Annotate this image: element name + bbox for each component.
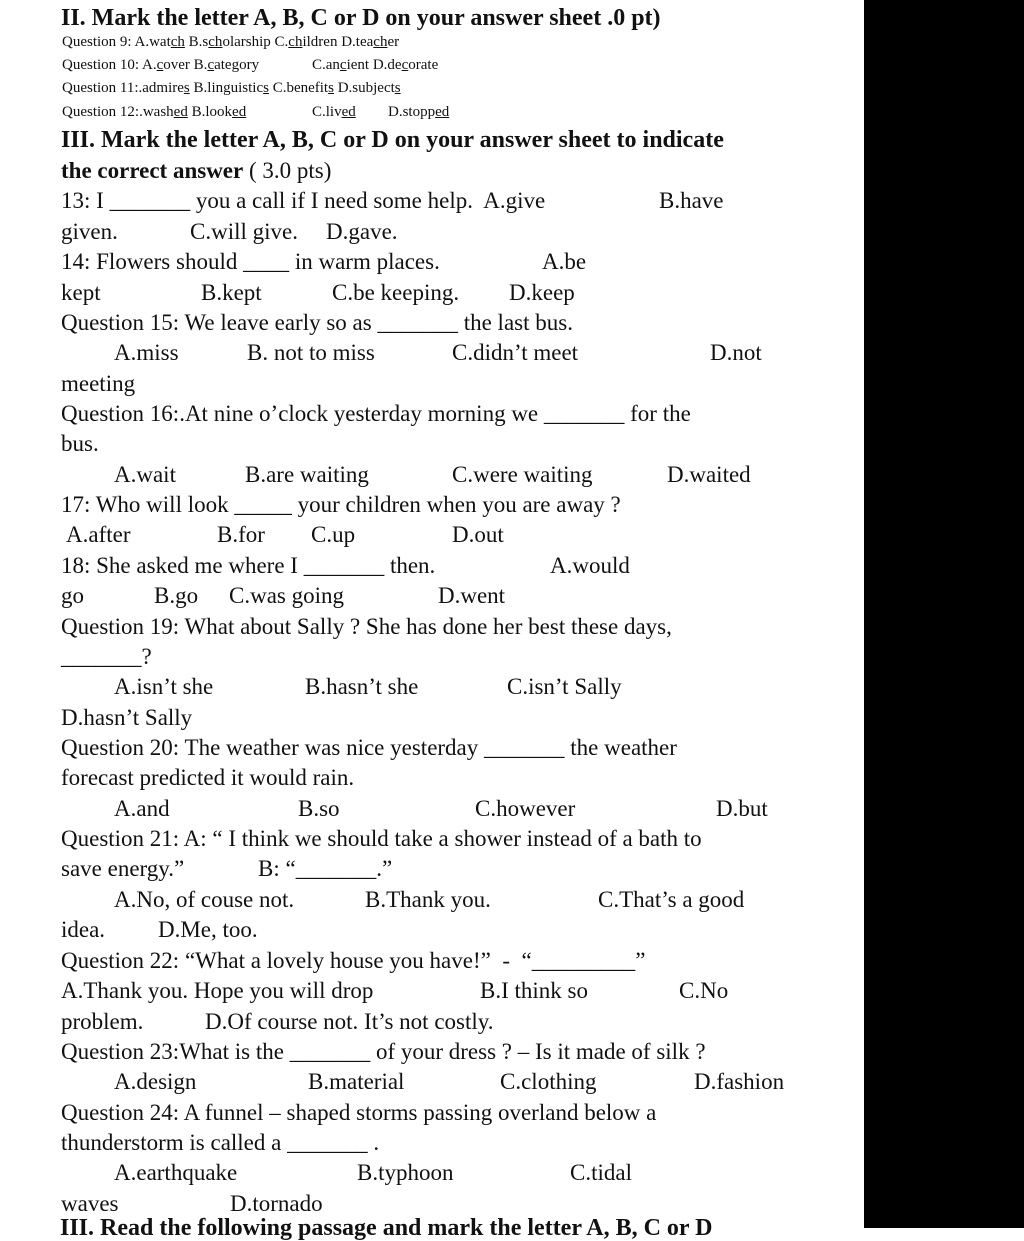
question-12-option-c: C.lived (312, 104, 356, 120)
question-23-option-c: C.clothing (500, 1069, 597, 1094)
section-2-heading: II. Mark the letter A, B, C or D on your answer sheet .0 pt) (61, 5, 661, 31)
question-19-blank: _______? (61, 644, 152, 669)
question-14-stem: 14: Flowers should ____ in warm places. (61, 249, 440, 274)
question-23-stem: Question 23:What is the _______ of your dress ? – Is it made of silk ? (61, 1039, 706, 1064)
question-19-option-a: A.isn’t she (114, 674, 214, 699)
question-20-stem: Question 20: The weather was nice yesterday _______ the weather (61, 735, 677, 760)
question-16-stem-cont: bus. (61, 431, 99, 456)
question-17-option-c: C.up (311, 522, 356, 547)
question-15-stem: Question 15: We leave early so as _______ the last bus. (61, 310, 573, 335)
question-22-stem: Question 22: “What a lovely house you have!” - “_________” (61, 948, 646, 973)
question-21-option-d: D.Me, too. (158, 917, 258, 942)
right-black-margin (864, 0, 1024, 1228)
question-22-option-d: D.Of course not. It’s not costly. (205, 1009, 494, 1034)
question-24-stem: Question 24: A funnel – shaped storms passing overland below a (61, 1100, 657, 1125)
question-18-option-a-cont: go (61, 583, 84, 608)
question-16-option-c: C.were waiting (452, 462, 593, 487)
question-23-option-d: D.fashion (694, 1069, 785, 1094)
question-21-option-c: C.That’s a good (598, 887, 745, 912)
question-17-option-d: D.out (452, 522, 504, 547)
question-13-option-b: B.have (659, 188, 724, 213)
question-18-stem: 18: She asked me where I _______ then. (61, 553, 436, 578)
question-21-option-b: B.Thank you. (365, 887, 491, 912)
question-19-stem: Question 19: What about Sally ? She has done her best these days, (61, 614, 672, 639)
question-13-option-b-cont: given. (61, 219, 118, 244)
question-15-option-c: C.didn’t meet (452, 340, 579, 365)
question-22-option-c-cont: problem. (61, 1009, 144, 1034)
question-13-stem: 13: I _______ you a call if I need some help. A.give (61, 188, 546, 213)
question-13-option-d: D.gave. (326, 219, 398, 244)
question-20-option-a: A.and (114, 796, 170, 821)
question-18-option-b: B.go (154, 583, 199, 608)
question-24-option-b: B.typhoon (357, 1160, 454, 1185)
question-24-option-c: C.tidal (570, 1160, 632, 1185)
question-14-option-a: A.be (542, 249, 587, 274)
question-16-option-a: A.wait (114, 462, 176, 487)
question-24-stem-cont: thunderstorm is called a _______ . (61, 1130, 380, 1155)
question-23-option-b: B.material (308, 1069, 405, 1094)
question-21-stem-cont: save energy.” (61, 856, 185, 881)
question-16-stem: Question 16:.At nine o’clock yesterday morning we _______ for the (61, 401, 691, 426)
question-22-option-c: C.No (679, 978, 729, 1003)
section-3-heading-line1: III. Mark the letter A, B, C or D on your answer sheet to indicate (61, 127, 724, 153)
question-15-option-a: A.miss (114, 340, 179, 365)
question-14-option-c: C.be keeping. (332, 280, 460, 305)
question-15-option-b: B. not to miss (247, 340, 375, 365)
question-12-option-d: D.stopped (388, 104, 450, 120)
next-section-heading-cutoff: III. Read the following passage and mark the letter A, B, C or D (60, 1215, 713, 1241)
question-12: Question 12:.washed B.looked (62, 104, 247, 120)
question-20-option-b: B.so (298, 796, 340, 821)
question-14-option-d: D.keep (509, 280, 575, 305)
question-24-option-a: A.earthquake (114, 1160, 238, 1185)
question-19-option-d: D.hasn’t Sally (61, 705, 193, 730)
question-22-option-b: B.I think so (480, 978, 588, 1003)
question-22-option-a: A.Thank you. Hope you will drop (61, 978, 374, 1003)
question-19-option-b: B.hasn’t she (305, 674, 419, 699)
question-18-option-c: C.was going (229, 583, 344, 608)
question-15-option-d: D.not (710, 340, 762, 365)
question-24-option-c-cont: waves (61, 1191, 119, 1216)
question-17-option-a: A.after (66, 522, 131, 547)
question-23-option-a: A.design (114, 1069, 197, 1094)
question-17-option-b: B.for (217, 522, 265, 547)
question-14-option-a-cont: kept (61, 280, 101, 305)
question-16-option-d: D.waited (667, 462, 751, 487)
question-18-option-d: D.went (438, 583, 506, 608)
question-17-stem: 17: Who will look _____ your children when you are away ? (61, 492, 621, 517)
question-20-option-c: C.however (475, 796, 576, 821)
section-3-heading-line2: the correct answer ( 3.0 pts) (61, 158, 332, 183)
question-24-option-d: D.tornado (230, 1191, 323, 1216)
question-14-option-b: B.kept (201, 280, 262, 305)
question-13-option-c: C.will give. (190, 219, 298, 244)
question-20-stem-cont: forecast predicted it would rain. (61, 765, 355, 790)
question-21-stem: Question 21: A: “ I think we should take a shower instead of a bath to (61, 826, 702, 851)
question-10-options-cd: C.ancient D.decorate (312, 57, 439, 73)
question-21-option-a: A.No, of couse not. (114, 887, 295, 912)
question-11: Question 11:.admires B.linguistics C.benefits D.subjects (62, 80, 401, 96)
question-18-option-a: A.would (550, 553, 630, 578)
question-15-option-d-cont: meeting (61, 371, 136, 396)
question-20-option-d: D.but (716, 796, 768, 821)
question-16-option-b: B.are waiting (245, 462, 369, 487)
question-10: Question 10: A.cover B.category (62, 57, 260, 73)
question-21-option-c-cont: idea. (61, 917, 106, 942)
question-21-reply: B: “_______.” (258, 856, 393, 881)
question-19-option-c: C.isn’t Sally (507, 674, 622, 699)
question-9: Question 9: A.watch B.scholarship C.children D.teacher (62, 34, 400, 50)
